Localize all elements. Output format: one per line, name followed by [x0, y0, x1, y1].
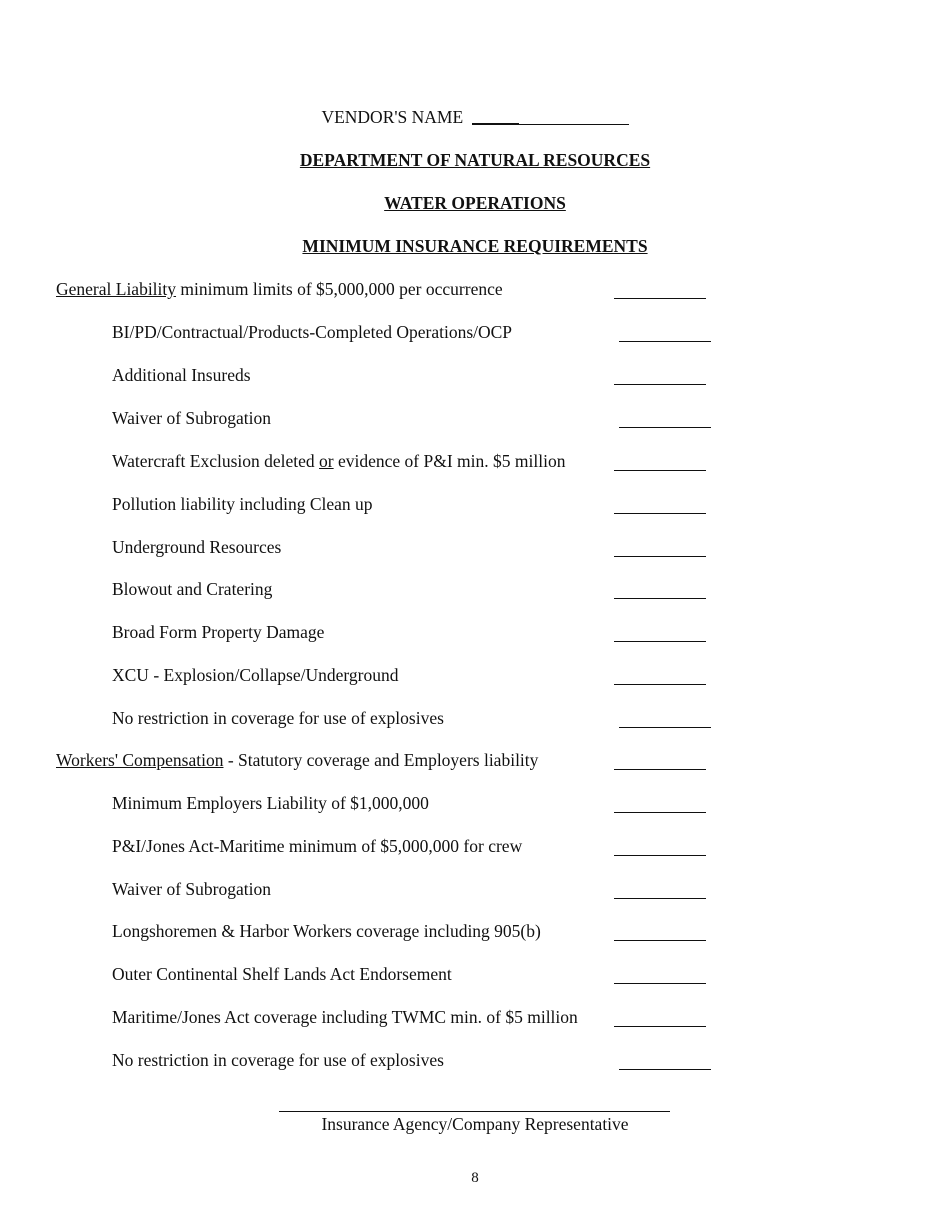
requirement-item: Maritime/Jones Act coverage including TWMC min. of $5 million — [112, 1007, 578, 1027]
checkbox-blank — [614, 684, 706, 685]
requirement-item: Pollution liability including Clean up — [112, 494, 373, 514]
checkbox-blank — [619, 427, 711, 428]
checkbox-blank — [619, 1069, 711, 1070]
requirement-item: Additional Insureds — [112, 365, 251, 385]
general-liability-heading — [56, 281, 503, 299]
checkbox-blank — [619, 727, 711, 728]
department-heading: DEPARTMENT OF NATURAL RESOURCES — [299, 150, 651, 170]
requirement-item: No restriction in coverage for use of explosives — [112, 1050, 444, 1070]
vendor-name-blank — [519, 124, 629, 125]
requirement-item: Outer Continental Shelf Lands Act Endorsement — [112, 964, 452, 984]
checkbox-blank — [614, 470, 706, 471]
requirement-item: Waiver of Subrogation — [112, 408, 271, 428]
checkbox-blank — [614, 812, 706, 813]
checkbox-blank — [614, 384, 706, 385]
requirement-item: Longshoremen & Harbor Workers coverage including 905(b) — [112, 921, 541, 941]
checkbox-blank — [614, 641, 706, 642]
requirement-item — [112, 453, 565, 471]
signature-caption: Insurance Agency/Company Representative — [321, 1114, 629, 1134]
checkbox-blank — [619, 341, 711, 342]
signature-line — [279, 1111, 670, 1112]
checkbox-blank — [614, 769, 706, 770]
vendor-name-blank-bold — [472, 123, 519, 125]
requirement-text-post: evidence of P&I min. $5 million — [333, 451, 566, 471]
workers-comp-title: Workers' Compensation — [56, 750, 224, 770]
checkbox-blank — [614, 940, 706, 941]
requirement-item: XCU - Explosion/Collapse/Underground — [112, 665, 399, 685]
checkbox-blank — [614, 556, 706, 557]
checkbox-blank — [614, 598, 706, 599]
checkbox-blank — [614, 855, 706, 856]
page-number: 8 — [471, 1170, 479, 1186]
checkbox-blank — [614, 513, 706, 514]
general-liability-title: General Liability — [56, 279, 177, 299]
requirement-item: Broad Form Property Damage — [112, 622, 325, 642]
general-liability-text: minimum limits of $5,000,000 per occurrence — [176, 279, 503, 299]
workers-comp-heading — [56, 752, 538, 770]
workers-comp-text: - Statutory coverage and Employers liability — [223, 750, 539, 770]
checkbox-blank — [614, 898, 706, 899]
requirement-item: Minimum Employers Liability of $1,000,000 — [112, 793, 429, 813]
requirements-heading: MINIMUM INSURANCE REQUIREMENTS — [302, 236, 648, 256]
requirement-text-underlined: or — [319, 451, 334, 471]
checkbox-blank — [614, 298, 706, 299]
checkbox-blank — [614, 1026, 706, 1027]
operations-heading: WATER OPERATIONS — [384, 193, 566, 213]
requirement-item: No restriction in coverage for use of explosives — [112, 708, 444, 728]
vendor-name-label: VENDOR'S NAME — [321, 107, 464, 127]
checkbox-blank — [614, 983, 706, 984]
requirement-item: Blowout and Cratering — [112, 579, 273, 599]
requirement-text-pre: Watercraft Exclusion deleted — [112, 451, 320, 471]
vendor-name-line — [0, 109, 950, 127]
requirement-item: Underground Resources — [112, 537, 282, 557]
requirement-item: P&I/Jones Act-Maritime minimum of $5,000,000 for crew — [112, 836, 523, 856]
requirement-item: BI/PD/Contractual/Products-Completed Operations/OCP — [112, 322, 513, 342]
requirement-item: Waiver of Subrogation — [112, 879, 271, 899]
